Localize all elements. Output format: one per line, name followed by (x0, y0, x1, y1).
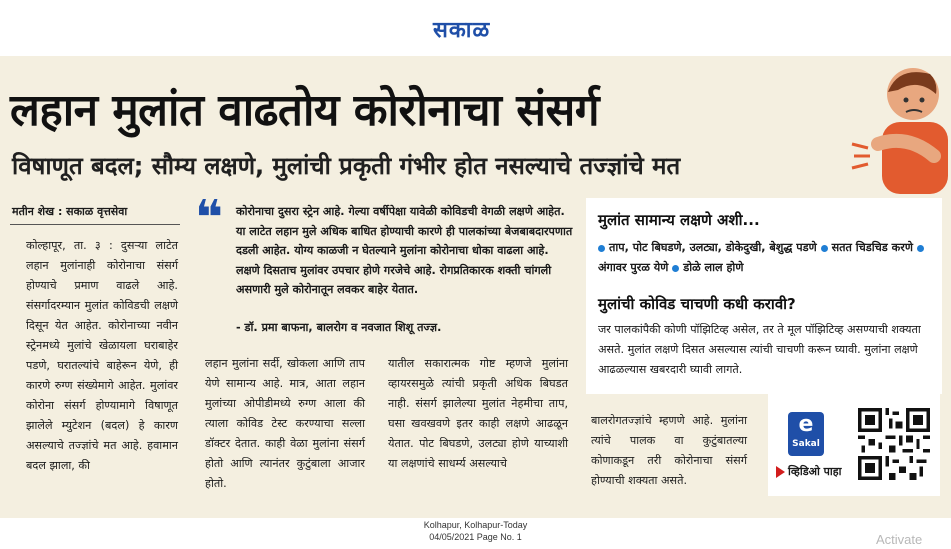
article-column-1: कोल्हापूर, ता. ३ : दुसऱ्या लाटेत लहान मुलांनाही कोरोनाचा संसर्ग होण्याचे प्रमाण वाढले आहे. संसर्गादरम्यान मुलांत कोविडची लक्षणे दिसून येत आहेत. कोरोनाच्या नवीन स्ट्रेनमध्ये मुलांचे खेळायला घराबाहेर पडणे, घरातल्यांचे बाहेरून येणे, ही कारणे रुग्ण संख्येमागे आहेत. मुलांवर कोरोना संसर्ग होण्यामागे विषाणूत झालेले म्युटेशन (बदल) हे कारण असल्याचे तज्ज्ञांचे मत आहे. हवामान बदल झाला, की (26, 239, 178, 472)
date-page-line: 04/05/2021 Page No. 1 (429, 532, 522, 542)
sakal-logo: सकाळ (433, 18, 491, 43)
symptoms-list (598, 238, 934, 278)
symptoms-heading: मुलांत सामान्य लक्षणे अशी... (598, 211, 760, 229)
article-column-4: बालरोगतज्ज्ञांचे म्हणणे आहे. मुलांना त्यांचे पालक वा कुटुंबातल्या कोणाकडून तरी कोरोनाचा संसर्ग होण्याची शक्यता असते. (591, 414, 747, 487)
esakal-name: Sakal (792, 439, 820, 449)
symptom-item: अंगावर पुरळ येणे (598, 261, 669, 274)
byline: मतीन शेख : सकाळ वृत्तसेवा (12, 205, 128, 218)
watch-video-link[interactable]: व्हिडिओ पाहा (788, 465, 842, 478)
headline: लहान मुलांत वाढतोय कोरोनाचा संसर्ग (10, 85, 600, 136)
sick-child-illustration (838, 64, 951, 194)
bullet-icon (598, 245, 605, 252)
esakal-logo-icon (788, 412, 824, 456)
bullet-icon (672, 265, 679, 272)
byline-rule (10, 224, 180, 225)
edition-line: Kolhapur, Kolhapur-Today (423, 520, 528, 530)
article-column-3: यातील सकारात्मक गोष्ट म्हणजे मुलांना व्हायरसमुळे त्यांची प्रकृती अधिक बिघडत नाही. संसर्ग झालेल्या मुलांत नेहमीचा ताप, घसा खवखवणे इतर काही लक्षणे आढळून येतात. पोट बिघडणे, उलट्या होणे याच्याशी या लक्षणांचे साधर्म्य असल्याचे (388, 357, 568, 470)
symptoms-info-box (586, 198, 942, 394)
testing-text: जर पालकांपैकी कोणी पॉझिटिव्ह असेल, तर ते मूल पॉझिटिव्ह असण्याची शक्यता असते. मुलांत लक्षणे दिसत असल्यास त्यांची चाचणी करून घ्यावी. मुलांना लक्षणे आढळल्यास खबरदारी घ्यावी लागते. (598, 323, 921, 376)
masthead (0, 0, 951, 56)
symptom-item: डोळे लाल होणे (683, 261, 744, 274)
symptom-item: सतत चिडचिड करणे (831, 241, 913, 254)
quote-attribution: - डॉ. प्रमा बाफना, बालरोग व नवजात शिशू तज्ज्ञ. (236, 321, 442, 334)
article-column-2: लहान मुलांना सर्दी, खोकला आणि ताप येणे सामान्य आहे. मात्र, आता लहान मुलांच्या ओपीडीमध्ये रुग्ण आला की त्याला कोविड टेस्ट करण्याचा सल्ला डॉक्टर देतात. काही वेळा मुलांना संसर्ग होतो आणि त्यानंतर कुटुंबाला आजार होतो. (205, 357, 365, 490)
play-icon[interactable] (776, 466, 785, 478)
subheadline: विषाणूत बदल; सौम्य लक्षणे, मुलांची प्रकृती गंभीर होत नसल्याचे तज्ज्ञांचे मत (12, 152, 681, 180)
bullet-icon (821, 245, 828, 252)
esakal-video-promo[interactable] (768, 394, 940, 496)
activate-watermark: Activate (876, 532, 923, 547)
symptom-item: ताप, पोट बिघडणे, उलट्या, डोकेदुखी, बेशुद्ध पडणे (609, 241, 817, 254)
qr-code-icon (858, 408, 930, 480)
esakal-letter: e (798, 412, 814, 437)
bullet-icon (917, 245, 924, 252)
doctor-quote: कोरोनाचा दुसरा स्ट्रेन आहे. गेल्या वर्षीपेक्षा यावेळी कोविडची वेगळी लक्षणे आहेत. या लाटेत लहान मुले अधिक बाधित होण्याची कारणे ही पालकांच्या बेजबाबदारपणात दडली आहेत. योग्य काळजी न घेतल्याने मुलांना कोरोनाचा धोका वाढला आहे. लक्षणे दिसताच मुलांवर उपचार होणे गरजेचे आहे. रोगप्रतिकारक शक्ती चांगली असणारी मुले कोरोनातून लवकर बाहेर येतात. (236, 205, 573, 296)
testing-heading: मुलांची कोविड चाचणी कधी करावी? (598, 295, 796, 313)
quote-icon: ❝ (195, 190, 224, 246)
